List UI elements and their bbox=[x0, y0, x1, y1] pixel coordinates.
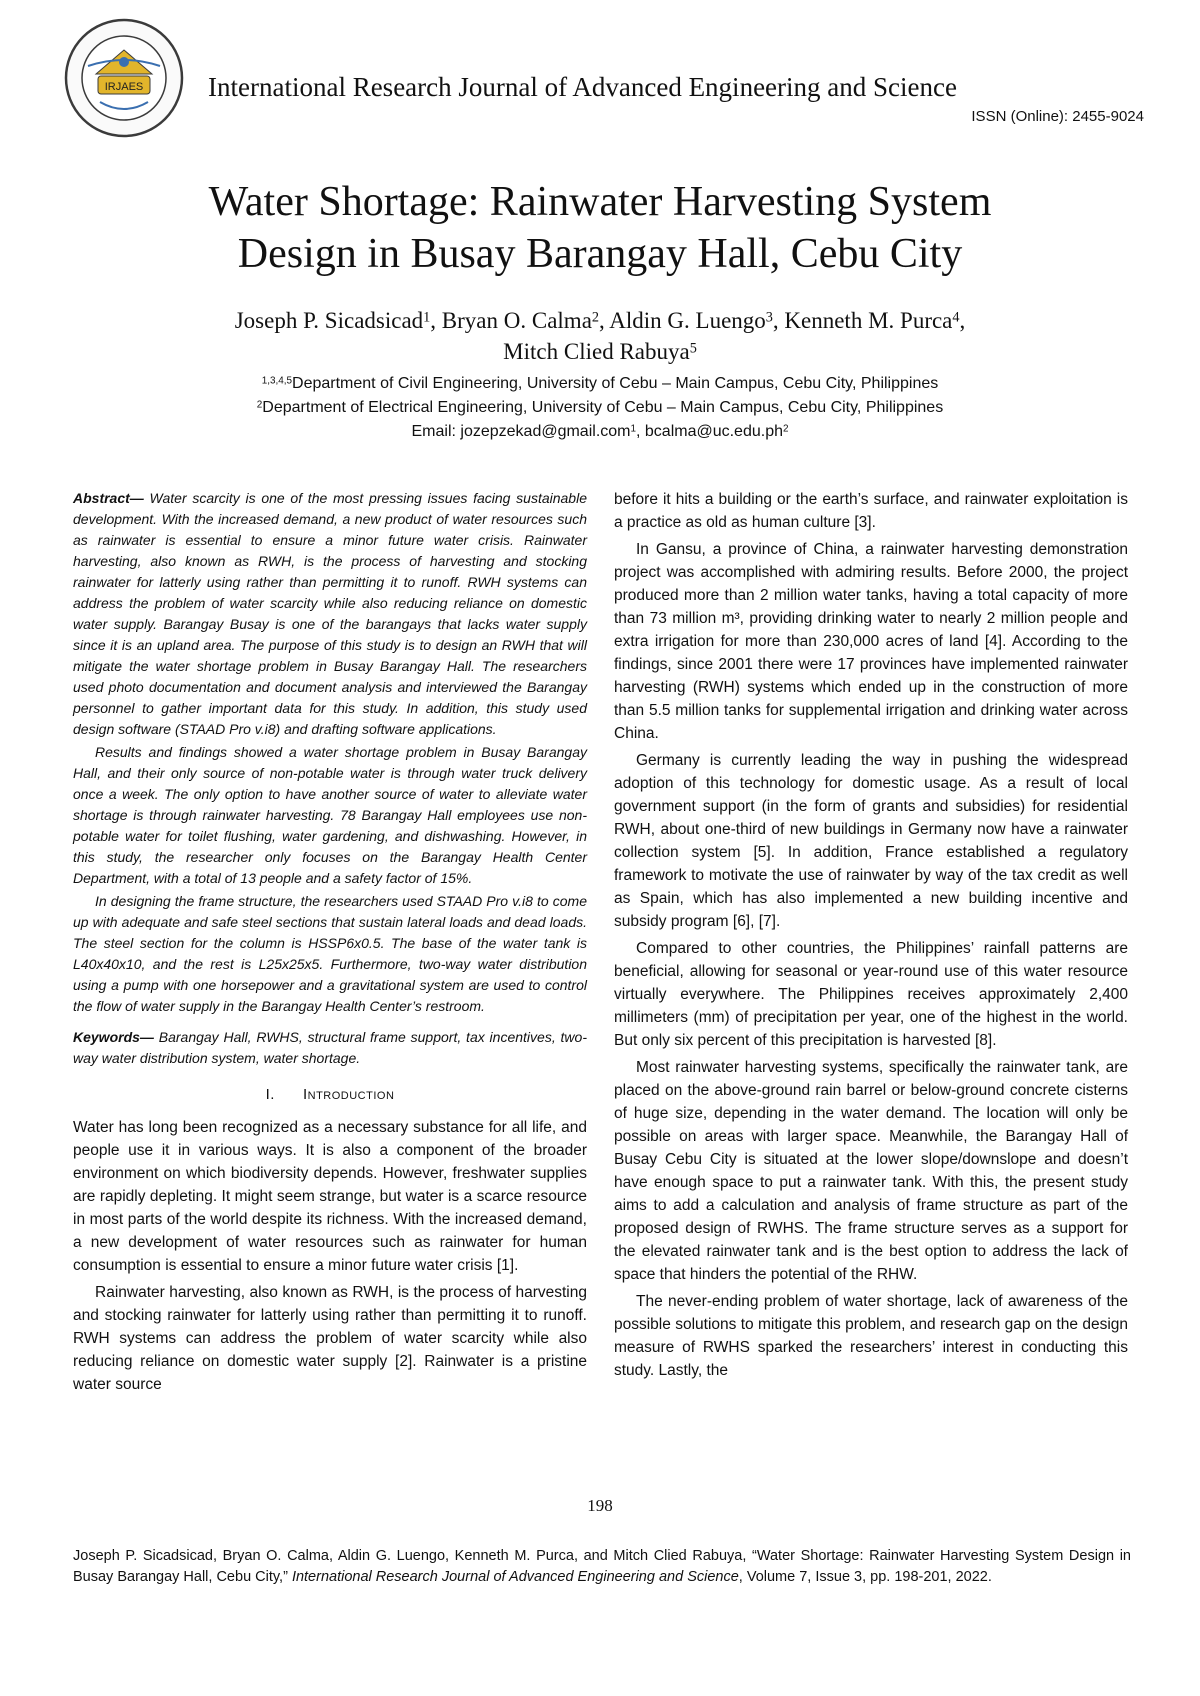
intro-text-right bbox=[614, 488, 1128, 1382]
affiliations bbox=[0, 372, 1200, 444]
abstract-paragraph: In designing the frame structure, the researchers used STAAD Pro v.i8 to come up with adequate and safe steel sections that sustain lateral loads and dead loads. The steel section for the column is HSSP6x0.5. The base of the water tank is L40x40x10, and the rest is L25x25x5. Furthermore, two-way water distribution using a pump with one horsepower and a gravitational system are used to control the flow of water supply in the Barangay Health Center’s restroom. bbox=[73, 893, 587, 1014]
keywords-lead: Keywords— bbox=[73, 1029, 154, 1045]
author-name: Kenneth M. Purca bbox=[784, 308, 953, 333]
author-line-2 bbox=[0, 337, 1200, 368]
email-line: Email: jozepzekad@gmail.com$^1$, $bcalma@uc.edu.ph^2$ bbox=[411, 423, 789, 440]
logo-label: IRJAES bbox=[104, 81, 144, 93]
author-sup: 4 bbox=[952, 309, 960, 326]
right-column bbox=[614, 488, 1128, 1386]
intro-text-left bbox=[73, 1116, 587, 1396]
author-sup: 5 bbox=[689, 340, 697, 357]
affiliation-2: $^2$Department of Electrical Engineering, University of Cebu – Main Campus, Cebu City, Philippines bbox=[256, 399, 944, 416]
journal-logo bbox=[62, 16, 186, 140]
journal-title: International Research Journal of Advanced Engineering and Science bbox=[208, 72, 957, 102]
author-name: Bryan O. Calma bbox=[441, 308, 592, 333]
author-sup: 2 bbox=[591, 309, 600, 326]
keywords: Keywords— Barangay Hall, RWHS, structural frame support, tax incentives, two-way water distribution system, water shortage. bbox=[73, 1029, 587, 1066]
section-title: Introduction bbox=[302, 1086, 395, 1103]
section-heading bbox=[73, 1083, 587, 1106]
paper-title bbox=[0, 176, 1200, 280]
email-link-1[interactable]: jozepzekad@gmail.com bbox=[460, 423, 631, 440]
abstract-lead: Abstract— bbox=[73, 490, 144, 506]
abstract bbox=[73, 488, 587, 1069]
body-paragraph: Compared to other countries, the Philippines’ rainfall patterns are beneficial, allowing for seasonal or year-round use of this water resource virtually everywhere. The Philippines receives approximately 2,400 millimeters (mm) of precipitation per year, one of the highest in the world. But only six percent of this precipitation is harvested [8]. bbox=[614, 940, 1128, 1049]
abstract-paragraph: Results and findings showed a water shortage problem in Busay Barangay Hall, and their only source of non-potable water is through water truck delivery once a week. The only option to have another source of water to alleviate water shortage is through rainwater harvesting. 78 Barangay Hall employees use non-potable water for toilet flushing, water gardening, and dishwashing. However, in this study, the researcher only focuses on the Barangay Health Center Department, with a total of 13 people and a safety factor of 15%. bbox=[73, 744, 587, 886]
body-paragraph: Water has long been recognized as a necessary substance for all life, and people use it in various ways. It is also a component of the broader environment on which biodiversity depends. However, freshwater supplies are rapidly depleting. It might seem strange, but water is a scarce resource in most parts of the world despite its richness. With the increased demand, a new development of water resources such as rainwater for human consumption is essential to ensure a minor future water crisis [1]. bbox=[73, 1119, 587, 1274]
author-name: Joseph P. Sicadsicad bbox=[234, 308, 424, 333]
page-number: 198 bbox=[587, 1496, 613, 1515]
title-line-2: Design in Busay Barangay Hall, Cebu City bbox=[237, 231, 963, 278]
citation-journal: International Research Journal of Advanced Engineering and Science bbox=[291, 1569, 739, 1585]
section-number: I. bbox=[265, 1086, 275, 1103]
body-paragraph: Rainwater harvesting, also known as RWH, is the process of harvesting and stocking rainwater for latterly using rather than permitting it to runoff. RWH systems can address the problem of water scarcity while also reducing reliance on domestic water supply [2]. Rainwater is a pristine water source bbox=[73, 1284, 587, 1393]
author-name: Mitch Clied Rabuya bbox=[503, 338, 690, 364]
author-line-1: Joseph P. Sicadsicad$^1$, Bryan O. Calma$^2$, Aldin G. Luengo$^3$, Kenneth M. Purca$^4$, bbox=[234, 308, 966, 333]
email-link-2[interactable]: , bcalma@uc.edu.ph bbox=[636, 423, 783, 440]
body-paragraph: Germany is currently leading the way in pushing the widespread adoption of this technology for domestic usage. As a result of local government support (in the form of grants and subsidies) for residential RWH, about one-third of new buildings in Germany now have a rainwater collection system [5]. In addition, France established a regulatory framework to motivate the use of rainwater by way of the tax credit as well as Spain, which has also implemented a new building incentive and subsidy program [6], [7]. bbox=[614, 752, 1128, 930]
affiliation-1: $^{1,3,4,5}$Department of Civil Engineering, University of Cebu – Main Campus, Cebu City, Philippines bbox=[261, 375, 939, 392]
author-sup: 3 bbox=[765, 309, 773, 326]
abstract-paragraph: Abstract— Water scarcity is one of the most pressing issues facing sustainable development. With the increased demand, a new product of water resources such as rainwater is essential to ensure a minor future water crisis. Rainwater harvesting, also known as RWH, is the process of harvesting and stocking rainwater for latterly using rather than permitting it to runoff. RWH systems can address the problem of water scarcity while also reducing reliance on domestic water supply. Barangay Busay is one of the barangays that lacks water supply since it is an upland area. The purpose of this study is to design an RWH that will mitigate the water shortage problem in Busay Barangay Hall. The researchers used photo documentation and document analysis and interviewed the Barangay personnel to gather important data for this study. In addition, this study used design software (STAAD Pro v.i8) and drafting software applications. bbox=[73, 490, 587, 737]
issn-label: ISSN (Online): 2455-9024 bbox=[971, 108, 1144, 125]
citation: Joseph P. Sicadsicad, Bryan O. Calma, Aldin G. Luengo, Kenneth M. Purca, and Mitch Clied Rabuya, “Water Shortage: Rainwater Harvesting System Design in Busay Barangay Hall, Cebu City,” International Research Journal of Advanced Engineering and Science, Volume 7, Issue 3, pp. 198-201, 2022. bbox=[73, 1548, 1131, 1585]
left-column bbox=[73, 488, 587, 1400]
body-paragraph: Most rainwater harvesting systems, specifically the rainwater tank, are placed on the above-ground rain barrel or below-ground concrete cisterns of huge size, depending in the water demand. The location will only be possible on areas with larger space. Meanwhile, the Barangay Hall of Busay Cebu City is situated at the lower slope/downslope and doesn’t have enough space to put a rainwater tank. With this, the present study aims to add a calculation and analysis of frame structure as part of the proposed design of RWHS. The frame structure serves as a support for the elevated rainwater tank and is the best option to address the lack of space that hinders the potential of the RHW. bbox=[614, 1059, 1128, 1283]
author-name: Aldin G. Luengo bbox=[609, 308, 766, 333]
title-line-1: Water Shortage: Rainwater Harvesting System bbox=[208, 179, 992, 225]
author-sup: 1 bbox=[423, 309, 431, 326]
body-paragraph: The never-ending problem of water shortage, lack of awareness of the possible solutions to mitigate this problem, and research gap on the design measure of RWHS sparked the researchers’ interest in conducting this study. Lastly, the bbox=[614, 1293, 1128, 1379]
body-paragraph: before it hits a building or the earth’s surface, and rainwater exploitation is a practice as old as human culture [3]. bbox=[614, 491, 1128, 531]
logo-seal-icon bbox=[62, 16, 186, 140]
author-list bbox=[0, 306, 1200, 368]
body-paragraph: In Gansu, a province of China, a rainwater harvesting demonstration project was accomplished with admiring results. Before 2000, the project produced more than 2 million water tanks, having a total capacity of more than 73 million m³, providing drinking water to nearly 2 million people and extra irrigation for more than 230,000 acres of land [4]. According to the findings, since 2001 there were 17 provinces have implemented rainwater harvesting (RWH) systems which ended up in the construction of more than 5.5 million tanks for supplemental irrigation and drinking water across China. bbox=[614, 541, 1128, 742]
